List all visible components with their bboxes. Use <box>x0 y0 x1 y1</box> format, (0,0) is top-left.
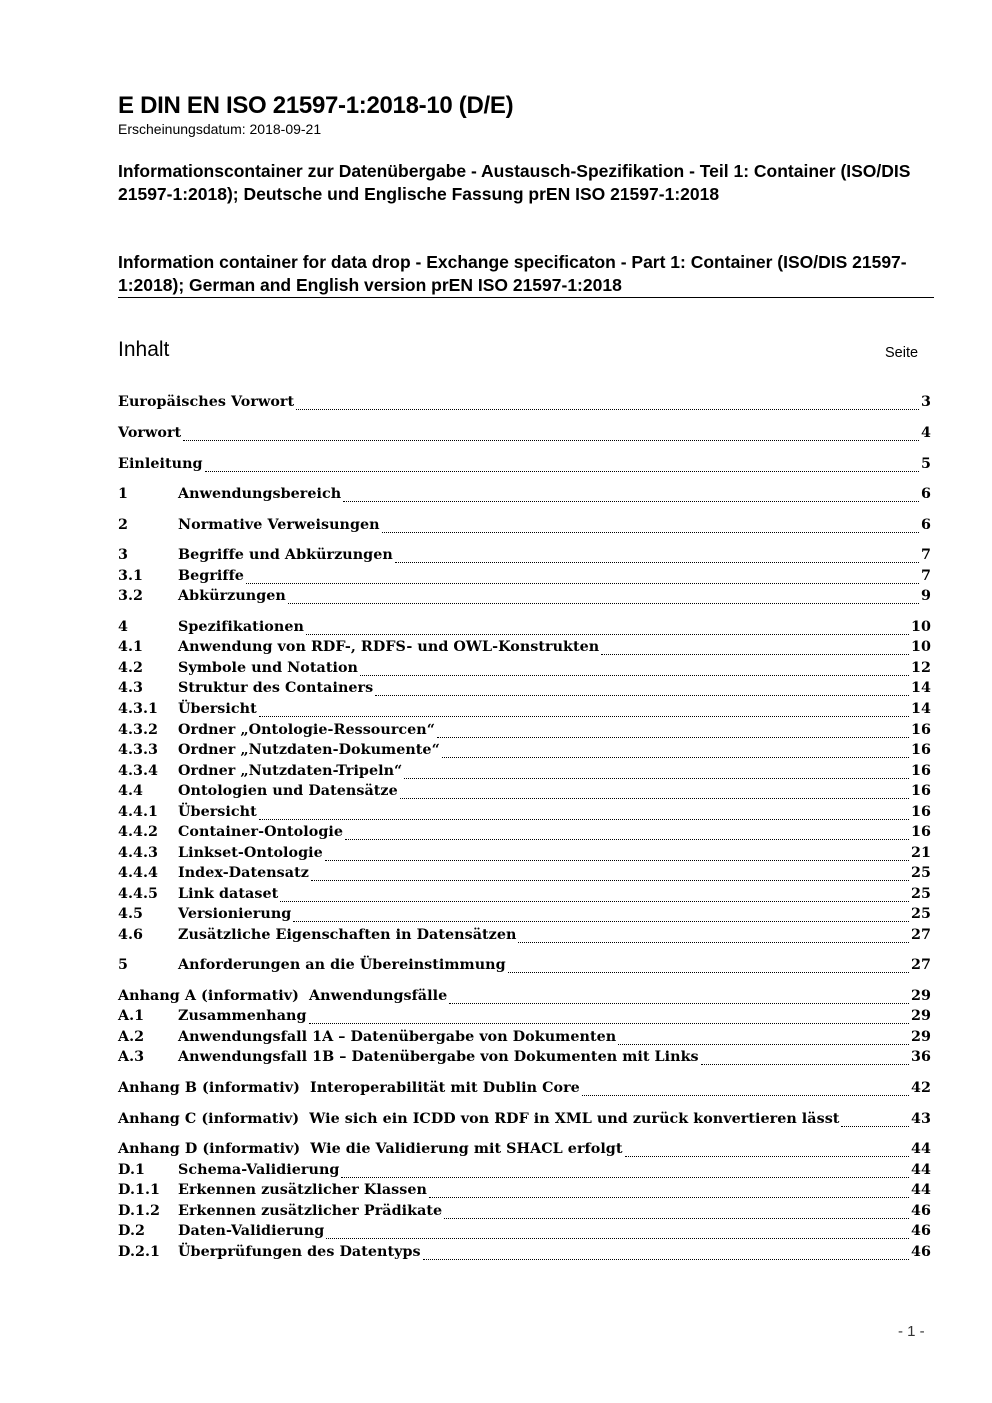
toc-entry[interactable] <box>118 1182 931 1202</box>
toc-page-column-label: Seite <box>885 345 919 361</box>
toc-entry-page: 9 <box>921 588 931 604</box>
toc-dot-leader <box>508 972 909 973</box>
toc-entry-label: Spezifikationen <box>178 619 304 635</box>
toc-dot-leader <box>343 501 919 502</box>
toc-entry-number: 4.3 <box>118 680 144 696</box>
toc-entry-label: Ordner „Ontologie-Ressourcen“ <box>178 722 436 738</box>
toc-dot-leader <box>280 901 909 902</box>
toc-entry-page: 16 <box>911 763 931 779</box>
toc-entry[interactable] <box>118 1008 931 1028</box>
toc-entry-page: 27 <box>911 927 931 943</box>
page-number: - 1 - <box>898 1323 925 1340</box>
toc-entry-label: Erkennen zusätzlicher Klassen <box>178 1182 427 1198</box>
toc-entry-label: Anwendung von RDF-, RDFS- und OWL-Konstrukten <box>178 639 600 655</box>
toc-entry[interactable] <box>118 456 931 476</box>
toc-entry-page: 6 <box>921 486 931 502</box>
toc-entry-number: 4.3.2 <box>118 722 159 738</box>
toc-entry[interactable] <box>118 394 931 414</box>
toc-dot-leader <box>400 798 909 799</box>
toc-entry[interactable] <box>118 639 931 659</box>
toc-entry-number: 1 <box>118 486 128 502</box>
toc-entry-label: Begriffe und Abkürzungen <box>178 547 393 563</box>
toc-entry-label: Anhang B (informativ) Interoperabilität mit Dublin Core <box>118 1080 580 1096</box>
toc-entry-number: 4.1 <box>118 639 144 655</box>
toc-entry[interactable] <box>118 1049 931 1069</box>
toc-dot-leader <box>582 1095 909 1096</box>
toc-entry-number: 3 <box>118 547 128 563</box>
toc-entry-page: 7 <box>921 547 931 563</box>
toc-entry-label: Anhang A (informativ) Anwendungsfälle <box>118 988 448 1004</box>
toc-entry-page: 12 <box>911 660 931 676</box>
toc-entry-page: 16 <box>911 742 931 758</box>
toc-entry-number: D.1.1 <box>118 1182 160 1198</box>
toc-entry-label: Anwendungsfall 1A – Datenübergabe von Dokumenten <box>178 1029 617 1045</box>
toc-entry-number: 3.1 <box>118 568 144 584</box>
toc-dot-leader <box>437 737 909 738</box>
toc-entry-label: Symbole und Notation <box>178 660 358 676</box>
toc-dot-leader <box>841 1126 909 1127</box>
toc-entry-number: D.2 <box>118 1223 145 1239</box>
document-id-title: E DIN EN ISO 21597-1:2018-10 (D/E) <box>118 92 514 119</box>
title-divider <box>118 297 934 298</box>
publication-date: Erscheinungsdatum: 2018-09-21 <box>118 121 322 137</box>
toc-entry-label: Normative Verweisungen <box>178 517 380 533</box>
toc-entry-number: 4 <box>118 619 128 635</box>
toc-dot-leader <box>341 1177 909 1178</box>
toc-dot-leader <box>296 409 919 410</box>
toc-dot-leader <box>429 1197 909 1198</box>
toc-entry[interactable] <box>118 886 931 906</box>
toc-entry-label: Einleitung <box>118 456 203 472</box>
toc-entry[interactable] <box>118 517 931 537</box>
toc-dot-leader <box>449 1003 909 1004</box>
title-english: Information container for data drop - Exchange specificaton - Part 1: Container (ISO/DIS 21597-1:2018); German and English version prEN ISO 21597-1:2018 <box>118 252 907 295</box>
toc-dot-leader <box>326 1238 909 1239</box>
toc-dot-leader <box>444 1218 909 1219</box>
toc-entry-label: Anforderungen an die Übereinstimmung <box>178 957 506 973</box>
toc-dot-leader <box>701 1064 909 1065</box>
toc-entry-page: 14 <box>911 680 931 696</box>
toc-entry-label: Versionierung <box>178 906 292 922</box>
toc-entry-page: 25 <box>911 886 931 902</box>
toc-entry[interactable] <box>118 588 931 608</box>
toc-entry[interactable] <box>118 824 931 844</box>
toc-entry-page: 21 <box>911 845 931 861</box>
toc-entry[interactable] <box>118 425 931 445</box>
toc-entry-number: 4.4.1 <box>118 804 159 820</box>
toc-entry[interactable] <box>118 988 931 1008</box>
toc-entry-label: Anhang D (informativ) Wie die Validierung mit SHACL erfolgt <box>118 1141 623 1157</box>
toc-entry[interactable] <box>118 865 931 885</box>
toc-entry[interactable] <box>118 783 931 803</box>
toc-entry-label: Zusätzliche Eigenschaften in Datensätzen <box>178 927 517 943</box>
toc-entry[interactable] <box>118 742 931 762</box>
toc-entry-page: 25 <box>911 865 931 881</box>
toc-entry-number: A.3 <box>118 1049 145 1065</box>
toc-entry[interactable] <box>118 906 931 926</box>
toc-entry-label: Zusammenhang <box>178 1008 307 1024</box>
toc-entry-page: 6 <box>921 517 931 533</box>
toc-entry-number: 4.4.5 <box>118 886 159 902</box>
toc-entry-number: 4.4 <box>118 783 144 799</box>
toc-entry-page: 16 <box>911 783 931 799</box>
toc-entry-label: Linkset-Ontologie <box>178 845 323 861</box>
toc-dot-leader <box>293 921 909 922</box>
toc-entry-label: Begriffe <box>178 568 244 584</box>
toc-entry-label: Container-Ontologie <box>178 824 343 840</box>
toc-entry-page: 14 <box>911 701 931 717</box>
toc-entry-number: A.2 <box>118 1029 145 1045</box>
toc-entry-label: Anwendungsfall 1B – Datenübergabe von Dokumenten mit Links <box>178 1049 699 1065</box>
toc-entry-label: Link dataset <box>178 886 279 902</box>
toc-entry[interactable] <box>118 1203 931 1223</box>
toc-entry-label: Daten-Validierung <box>178 1223 325 1239</box>
toc-dot-leader <box>601 654 909 655</box>
toc-entry-label: Anwendungsbereich <box>178 486 342 502</box>
toc-dot-leader <box>395 562 919 563</box>
toc-entry-number: A.1 <box>118 1008 145 1024</box>
toc-entry-page: 29 <box>911 1008 931 1024</box>
toc-entry[interactable] <box>118 701 931 721</box>
toc-dot-leader <box>442 757 909 758</box>
toc-entry-page: 10 <box>911 639 931 655</box>
toc-entry[interactable] <box>118 660 931 680</box>
toc-entry-number: D.2.1 <box>118 1244 160 1260</box>
toc-entry-page: 46 <box>911 1203 931 1219</box>
toc-entry-number: 4.6 <box>118 927 144 943</box>
toc-entry-label: Vorwort <box>118 425 182 441</box>
toc-entry-label: Überprüfungen des Datentyps <box>178 1244 421 1260</box>
toc-entry[interactable] <box>118 957 931 977</box>
toc-entry-page: 29 <box>911 1029 931 1045</box>
toc-entry-number: 4.2 <box>118 660 144 676</box>
toc-dot-leader <box>306 634 909 635</box>
toc-entry-label: Anhang C (informativ) Wie sich ein ICDD von RDF in XML und zurück konvertieren lässt <box>118 1111 840 1127</box>
toc-entry-page: 46 <box>911 1244 931 1260</box>
toc-dot-leader <box>246 583 919 584</box>
toc-entry-page: 4 <box>921 425 931 441</box>
toc-entry-page: 16 <box>911 824 931 840</box>
toc-dot-leader <box>183 440 919 441</box>
toc-entry-page: 16 <box>911 722 931 738</box>
toc-entry-page: 16 <box>911 804 931 820</box>
toc-entry[interactable] <box>118 680 931 700</box>
toc-entry-number: D.1.2 <box>118 1203 160 1219</box>
toc-entry-page: 43 <box>911 1111 931 1127</box>
toc-heading: Inhalt <box>118 338 170 361</box>
toc-entry[interactable] <box>118 1080 931 1100</box>
toc-dot-leader <box>309 1023 909 1024</box>
toc-dot-leader <box>288 603 919 604</box>
toc-entry[interactable] <box>118 1111 931 1131</box>
toc-entry-label: Ordner „Nutzdaten-Tripeln“ <box>178 763 403 779</box>
toc-entry-number: D.1 <box>118 1162 145 1178</box>
toc-entry-page: 5 <box>921 456 931 472</box>
toc-dot-leader <box>259 819 909 820</box>
toc-entry-number: 4.4.2 <box>118 824 159 840</box>
toc-dot-leader <box>618 1044 909 1045</box>
toc-entry-page: 46 <box>911 1223 931 1239</box>
toc-entry-number: 3.2 <box>118 588 144 604</box>
toc-entry-page: 29 <box>911 988 931 1004</box>
toc-entry-page: 27 <box>911 957 931 973</box>
toc-entry-label: Schema-Validierung <box>178 1162 340 1178</box>
toc-entry-number: 5 <box>118 957 128 973</box>
toc-entry-number: 2 <box>118 517 128 533</box>
toc-entry[interactable] <box>118 927 931 947</box>
toc-entry-page: 3 <box>921 394 931 410</box>
toc-entry-label: Übersicht <box>178 804 257 820</box>
toc-entry-label: Übersicht <box>178 701 257 717</box>
toc-dot-leader <box>205 471 919 472</box>
toc-entry-page: 44 <box>911 1162 931 1178</box>
toc-entry-number: 4.3.3 <box>118 742 159 758</box>
toc-entry[interactable] <box>118 486 931 506</box>
toc-entry-page: 10 <box>911 619 931 635</box>
toc-dot-leader <box>375 695 909 696</box>
toc-entry[interactable] <box>118 1141 931 1161</box>
toc-entry-page: 36 <box>911 1049 931 1065</box>
toc-entry-page: 44 <box>911 1182 931 1198</box>
toc-entry-page: 25 <box>911 906 931 922</box>
toc-entry[interactable] <box>118 1029 931 1049</box>
toc-dot-leader <box>625 1156 909 1157</box>
toc-entry[interactable] <box>118 1244 931 1264</box>
toc-entry[interactable] <box>118 1223 931 1243</box>
toc-entry-number: 4.4.4 <box>118 865 159 881</box>
toc-dot-leader <box>345 839 909 840</box>
toc-dot-leader <box>423 1259 909 1260</box>
toc-entry-label: Abkürzungen <box>178 588 286 604</box>
toc-entry[interactable] <box>118 804 931 824</box>
toc-entry-label: Europäisches Vorwort <box>118 394 295 410</box>
toc-entry[interactable] <box>118 547 931 567</box>
toc-entry-label: Struktur des Containers <box>178 680 374 696</box>
toc-dot-leader <box>382 532 919 533</box>
toc-entry[interactable] <box>118 722 931 742</box>
toc-entry-label: Erkennen zusätzlicher Prädikate <box>178 1203 443 1219</box>
toc-entry-label: Ontologien und Datensätze <box>178 783 398 799</box>
toc-dot-leader <box>259 716 909 717</box>
toc-dot-leader <box>311 880 909 881</box>
toc-entry[interactable] <box>118 568 931 588</box>
toc-entry-number: 4.4.3 <box>118 845 159 861</box>
toc-dot-leader <box>325 860 909 861</box>
toc-dot-leader <box>518 942 909 943</box>
toc-entry-number: 4.3.1 <box>118 701 159 717</box>
toc-entry-page: 44 <box>911 1141 931 1157</box>
toc-entry[interactable] <box>118 763 931 783</box>
toc-entry[interactable] <box>118 845 931 865</box>
toc-entry-number: 4.5 <box>118 906 144 922</box>
toc-entry-label: Index-Datensatz <box>178 865 309 881</box>
title-german: Informationscontainer zur Datenübergabe - Austausch-Spezifikation - Teil 1: Container (ISO/DIS 21597-1:2018); Deutsche und Englische Fassung prEN ISO 21597-1:2018 <box>118 161 911 204</box>
toc-entry-number: 4.3.4 <box>118 763 159 779</box>
toc-entry-page: 7 <box>921 568 931 584</box>
toc-dot-leader <box>360 675 909 676</box>
toc-entry[interactable] <box>118 1162 931 1182</box>
toc-entry[interactable] <box>118 619 931 639</box>
toc-entry-page: 42 <box>911 1080 931 1096</box>
toc-entry-label: Ordner „Nutzdaten-Dokumente“ <box>178 742 440 758</box>
toc-dot-leader <box>404 778 909 779</box>
